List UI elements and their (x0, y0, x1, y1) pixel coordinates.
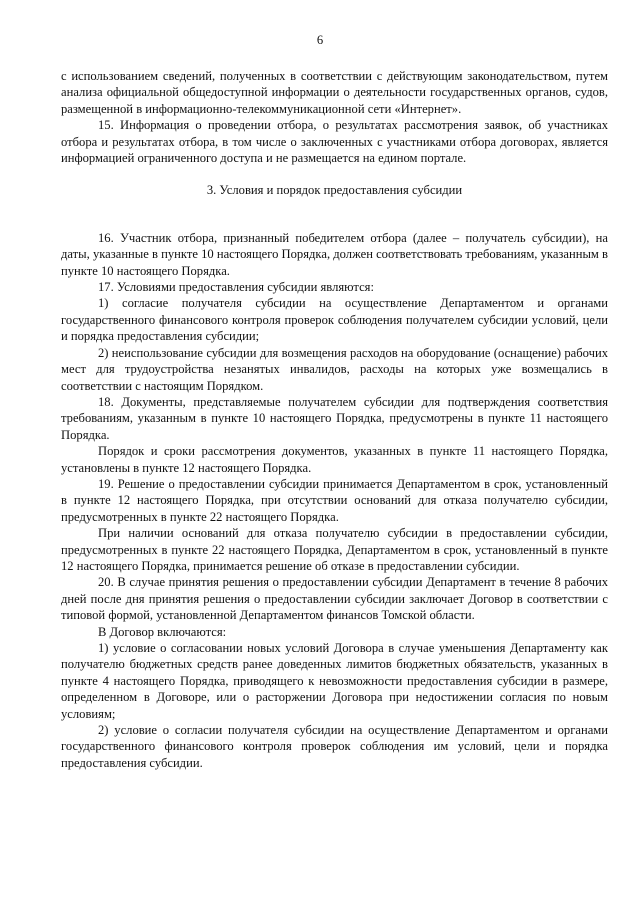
paragraph-20: 20. В случае принятия решения о предоставлении субсидии Департамент в течение 8 рабочих дней после дня принятия решения о предоставлении субсидии заключает Договор в соответствии с типовой формой, установленной Департаментом финансов Томской области. (61, 575, 608, 623)
section-heading: 3. Условия и порядок предоставления субсидии (206, 183, 463, 198)
paragraph-19: 19. Решение о предоставлении субсидии принимается Департаментом в срок, установленный в пункте 12 настоящего Порядка, при отсутствии оснований для отказа получателю субсидии, предусмотренных в пункте 22 настоящего Порядка. (61, 476, 608, 524)
paragraph-15: 15. Информация о проведении отбора, о результатах рассмотрения заявок, об участниках отбора и результатах отбора, в том числе о заключенных с участниками отбора договорах, является информацией ограниченного доступа и не размещается на едином портале. (61, 118, 608, 166)
document-body (61, 68, 608, 771)
paragraph-19-refusal: При наличии оснований для отказа получателю субсидии в предоставлении субсидии, предусмотренных в пункте 22 настоящего Порядка, Департаментом в срок, установленный в пункте 12 настоящего Порядка, принимается решение об отказе в предоставлении субсидии. (61, 526, 608, 573)
paragraph-18-procedure: Порядок и сроки рассмотрения документов, указанных в пункте 11 настоящего Порядка, установлены в пункте 12 настоящего Порядка. (61, 444, 608, 475)
paragraph-continuation: с использованием сведений, полученных в соответствии с действующим законодательством, путем анализа официальной общедоступной информации о деятельности государственных органов, судов, размещенной в информационно-телекоммуникационной сети «Интернет». (61, 69, 608, 116)
paragraph-20-item-2: 2) условие о согласии получателя субсидии на осуществление Департаментом и органами государственного финансового контроля проверок соблюдения им условий, цели и порядка предоставления субсидии. (61, 723, 608, 770)
paragraph-17: 17. Условиями предоставления субсидии являются: (98, 280, 374, 295)
paragraph-17-item-2: 2) неиспользование субсидии для возмещения расходов на оборудование (оснащение) рабочих мест для трудоустройства незанятых инвалидов, расходы на которых уже возмещались в соответствии с настоящим Порядком. (61, 345, 608, 393)
paragraph-18: 18. Документы, представляемые получателем субсидии для подтверждения соответствия требованиям, указанным в пункте 10 настоящего Порядка, предусмотрены в пункте 11 настоящего Порядка. (61, 394, 608, 442)
page-number: 6 (316, 33, 324, 47)
paragraph-20-item-1: 1) условие о согласовании новых условий Договора в случае уменьшения Департаменту как получателю бюджетных средств ранее доведенных лимитов бюджетных обязательств, указанных в пункте 4 настоящего Порядка, приводящего к невозможности предоставления субсидии в размере, определенном в Договоре, или о расторжении Договора при недостижении согласия по новым условиям; (61, 641, 608, 721)
paragraph-16: 16. Участник отбора, признанный победителем отбора (далее – получатель субсидии), на даты, указанные в пункте 10 настоящего Порядка, должен соответствовать требованиям, указанным в пункте 10 настоящего Порядка. (61, 230, 608, 278)
paragraph-20-contract-includes: В Договор включаются: (98, 624, 227, 639)
paragraph-17-item-1: 1) согласие получателя субсидии на осуществление Департаментом и органами государственного финансового контроля проверок соблюдения получателем субсидии условий, цели и порядка предоставления субсидии; (61, 296, 608, 344)
